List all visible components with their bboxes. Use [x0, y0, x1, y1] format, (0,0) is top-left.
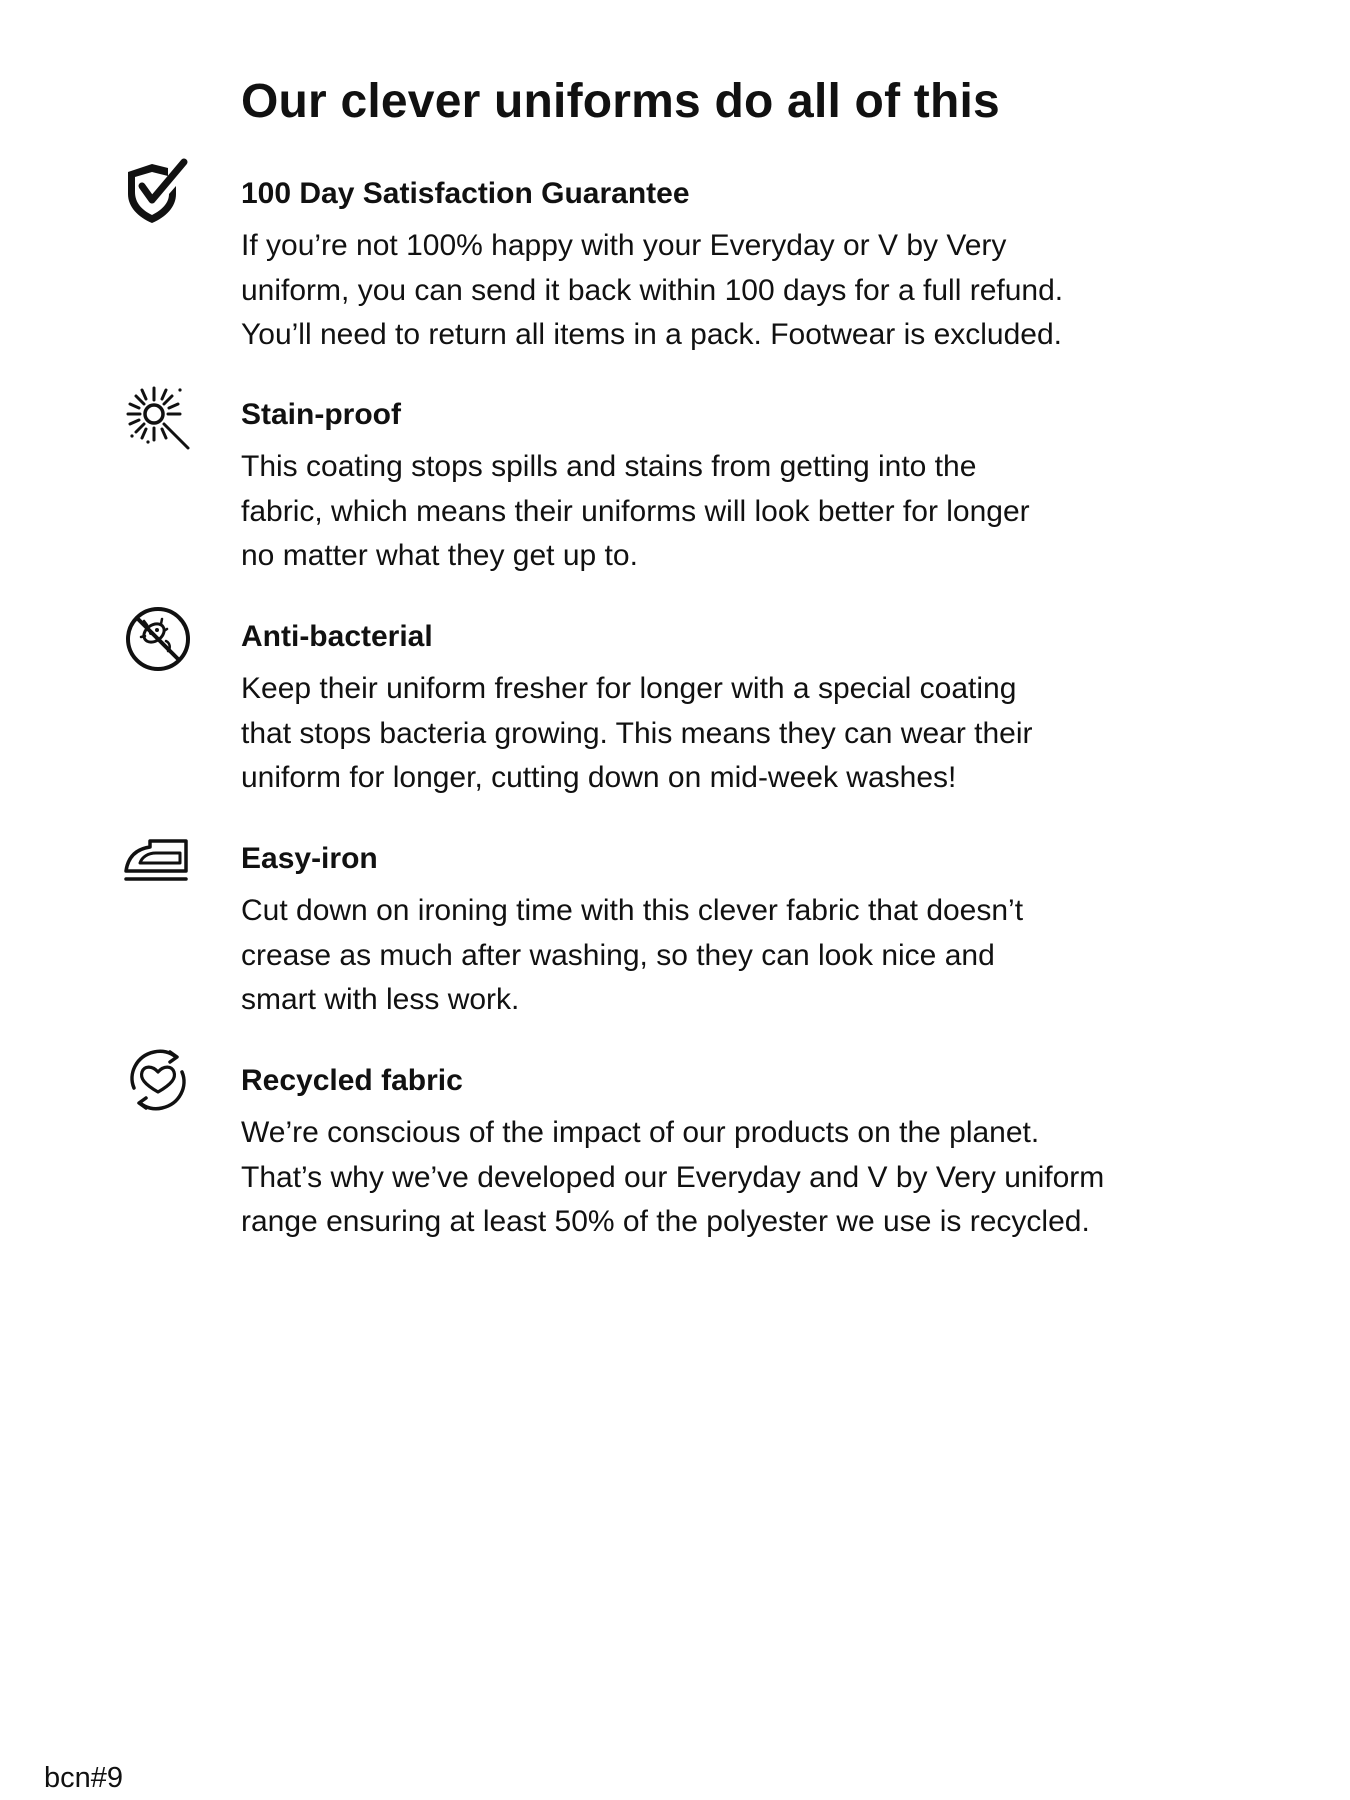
feature-heading: 100 Day Satisfaction Guarantee — [241, 177, 690, 210]
description-line: Keep their uniform fresher for longer with a special coating — [241, 672, 1017, 705]
feature-heading: Anti-bacterial — [241, 620, 433, 653]
description-line: crease as much after washing, so they can look nice and — [241, 938, 995, 972]
description-line: uniform, you can send it back within 100 days for a full refund. — [241, 273, 1064, 307]
recycle-heart-icon — [122, 1044, 194, 1116]
feature-heading: Stain-proof — [241, 398, 401, 431]
feature-heading: Easy-iron — [241, 842, 378, 875]
feature-description — [241, 889, 1261, 1023]
description-line: Cut down on ironing time with this clever fabric that doesn’t — [241, 894, 1024, 927]
description-line: This coating stops spills and stains from getting into the — [241, 450, 977, 483]
no-bacteria-icon — [122, 603, 194, 675]
feature-heading: Recycled fabric — [241, 1064, 463, 1097]
feature-description — [241, 1111, 1261, 1245]
shield-check-icon — [122, 156, 194, 228]
description-line: That’s why we’ve developed our Everyday and V by Very uniform — [241, 1160, 1105, 1194]
description-line: If you’re not 100% happy with your Everyday or V by Very — [241, 229, 1007, 262]
page-title: Our clever uniforms do all of this — [241, 75, 1000, 128]
description-line: range ensuring at least 50% of the polyester we use is recycled. — [241, 1205, 1090, 1238]
description-line: fabric, which means their uniforms will look better for longer — [241, 494, 1030, 528]
iron-icon — [122, 823, 194, 895]
feature-description — [241, 445, 1261, 579]
feature-description — [241, 224, 1261, 358]
stain-burst-icon — [122, 380, 194, 452]
description-line: that stops bacteria growing. This means they can wear their — [241, 716, 1033, 750]
footer-code: bcn#9 — [44, 1762, 124, 1794]
description-line: smart with less work. — [241, 983, 520, 1016]
description-line: We’re conscious of the impact of our products on the planet. — [241, 1116, 1040, 1149]
description-line: no matter what they get up to. — [241, 539, 638, 572]
description-line: You’ll need to return all items in a pack. Footwear is excluded. — [241, 318, 1063, 351]
feature-description — [241, 667, 1261, 801]
description-line: uniform for longer, cutting down on mid-week washes! — [241, 761, 957, 794]
